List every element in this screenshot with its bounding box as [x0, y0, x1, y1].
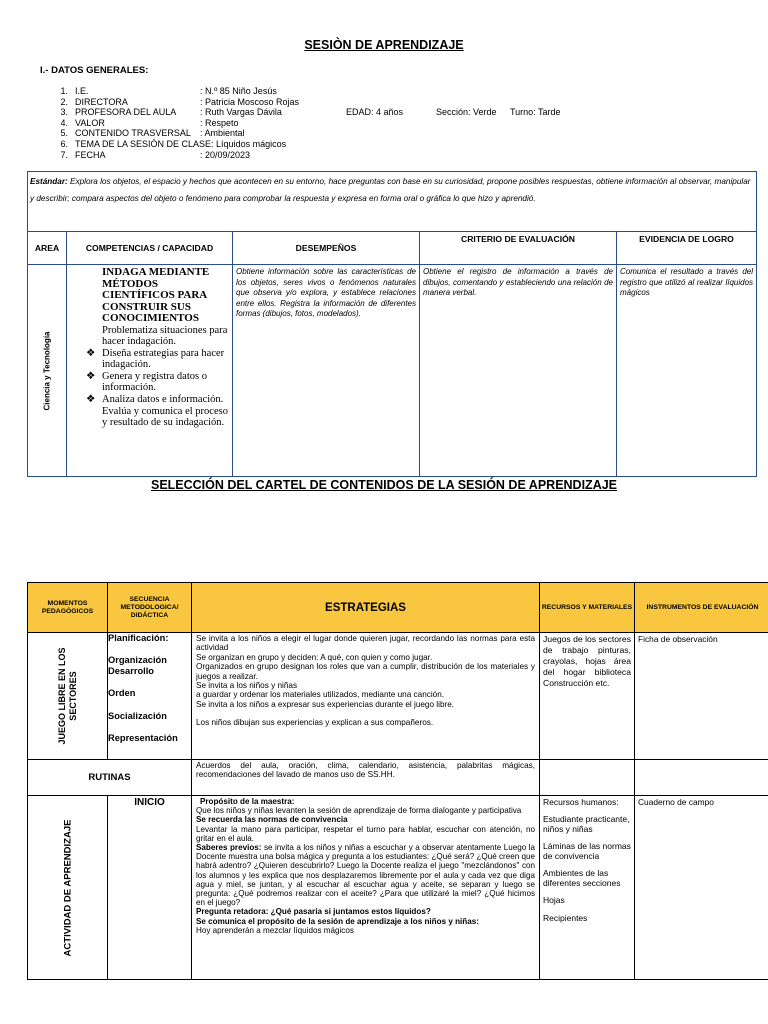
dato-number: 7.	[60, 149, 68, 160]
header-estrategias: ESTRATEGIAS	[192, 583, 540, 633]
dato-row	[0, 97, 768, 108]
dato-value: : N.º 85 Niño Jesús	[200, 86, 277, 96]
header-recursos: RECURSOS Y MATERIALES	[540, 583, 635, 633]
recurso-item: Hojas	[543, 894, 565, 905]
secuencia-item: Desarrollo	[108, 666, 154, 676]
secuencia-juego-cell	[108, 633, 192, 760]
dato-value: : Ambiental	[200, 128, 245, 139]
pregunta-retadora: Pregunta retadora: ¿Qué pasaría si juntamos estos líquidos?	[196, 907, 431, 917]
recurso-item: Recipientes	[543, 913, 588, 923]
recurso-item: Láminas de las normas de convivencia	[543, 840, 631, 861]
dato-row	[0, 86, 768, 97]
estrategia-line: Organizados en grupo designan los roles que van a cumplir, distribución de los materiales y juegos a realizar.	[196, 662, 535, 681]
estrategia-line: Se organizan en grupo y deciden: A qué, con quien y como jugar.	[196, 652, 433, 662]
header-competencias: COMPETENCIAS / CAPACIDAD	[67, 232, 233, 265]
secuencia-item: Planificación:	[108, 633, 169, 643]
dato-value: : 20/09/2023	[200, 149, 251, 160]
datos-generales-list	[0, 86, 768, 160]
dato-label: CONTENIDO TRASVERSAL	[75, 128, 191, 139]
momento-actividad-cell	[28, 796, 108, 980]
secuencia-item: Organización	[108, 655, 167, 665]
estrategia-line	[196, 709, 535, 718]
competencia-cell	[67, 265, 233, 477]
rutinas-label: RUTINAS	[28, 760, 192, 796]
rutinas-instrumentos-cell	[635, 760, 768, 796]
proposito-label: Propósito de la maestra:	[200, 797, 295, 806]
capacidad-item	[102, 325, 229, 348]
dato-label: PROFESORA DEL AULA	[75, 107, 177, 118]
datos-generales-heading: I.- DATOS GENERALES:	[40, 65, 149, 76]
dato-row	[0, 139, 768, 150]
dato-row	[0, 150, 768, 161]
instrumentos-actividad-cell: Cuaderno de campo	[635, 796, 768, 980]
proposito-text: Que los niños y niñas levanten la sesión de aprendizaje de forma dialogante y participativa	[196, 806, 522, 816]
estrategia-line: Se invita a los niños a elegir el lugar donde quieren jugar, recordando las normas para esta actividad	[196, 634, 535, 653]
edad-value: EDAD: 4 años	[346, 107, 404, 118]
turno-value: Turno: Tarde	[510, 107, 561, 118]
capacidad-text: Genera y registra datos o información.	[102, 370, 207, 394]
normas-text: Levantar la mano para participar, respetar el turno para hablar, escuchar con atención, no gritar en el aula.	[196, 824, 535, 843]
estrategia-line: Se invita a los niños a expresar sus experiencias durante el juego libre.	[196, 699, 455, 709]
criterio-cell: Obtiene el registro de información a través de dibujos, comentando y estableciendo una relación de manera verbal.	[420, 265, 617, 477]
dato-number: 4.	[60, 117, 68, 128]
header-criterio: CRITERIO DE EVALUACIÓN	[420, 232, 617, 265]
dato-value: : Patricia Moscoso Rojas	[200, 96, 300, 107]
estrategia-line: a guardar y ordenar los materiales utilizados, mediante una canción.	[196, 690, 445, 700]
dato-number: 2.	[60, 96, 68, 107]
dato-number: 6.	[60, 138, 68, 149]
dato-number: 5.	[60, 128, 68, 139]
momento-juego-label: JUEGO LIBRE EN LOS SECTORES	[56, 647, 78, 745]
dato-row	[0, 128, 768, 139]
seleccion-title-text: SELECCIÓN DEL CARTEL DE CONTENIDOS DE LA SESIÓN DE APRENDIZAJE	[150, 478, 618, 492]
dato-number: 1.	[60, 86, 68, 96]
seccion-value: Sección: Verde	[436, 107, 497, 118]
area-cell	[28, 265, 67, 477]
saberes-label: Saberes previos:	[196, 843, 262, 853]
capacidad-text: Analiza datos e información.	[102, 394, 224, 406]
estrategia-line: Los niños dibujan sus experiencias y explican a sus compañeros.	[196, 718, 434, 728]
estrategias-table	[27, 582, 768, 980]
momento-juego-cell	[28, 633, 108, 760]
momento-actividad-label: ACTIVIDAD DE APRENDIZAJE	[62, 819, 73, 956]
capacidad-text: Evalúa y comunica el proceso y resultado de su indagación.	[102, 405, 228, 429]
dato-row	[0, 107, 768, 118]
diamond-bullet-icon: ❖	[86, 347, 96, 359]
secuencia-item: Socialización	[108, 711, 167, 721]
dato-label: VALOR	[75, 117, 105, 128]
capacidad-item	[102, 406, 229, 429]
dato-label: FECHA	[75, 149, 106, 160]
estandar-label: Estándar:	[30, 177, 68, 186]
capacidad-text: Diseña estrategias para hacer indagación.	[102, 347, 225, 371]
dato-label: I.E.	[75, 86, 89, 96]
competencias-table	[27, 171, 757, 477]
rutinas-recursos-cell	[540, 760, 635, 796]
recurso-item: Recursos humanos:	[543, 797, 619, 807]
competencia-title: INDAGA MEDIANTE MÉTODOS CIENTÍFICOS PARA CONSTRUIR SUS CONOCIMIENTOS	[102, 266, 210, 324]
secuencia-item: Representación	[108, 733, 178, 743]
recurso-item: Ambientes de las diferentes secciones	[543, 867, 621, 888]
header-momentos: MOMENTOS PEDAGÓGICOS	[28, 583, 108, 633]
seleccion-title	[0, 478, 768, 492]
diamond-bullet-icon: ❖	[86, 394, 96, 406]
estrategias-juego-cell	[192, 633, 540, 760]
diamond-bullet-icon: ❖	[86, 370, 96, 382]
secuencia-item: Orden	[108, 688, 136, 698]
normas-label: Se recuerda las normas de convivencia	[196, 815, 348, 825]
dato-value: : Respeto	[200, 117, 239, 128]
header-area: AREA	[28, 232, 67, 265]
page-title: SESIÒN DE APRENDIZAJE	[304, 38, 464, 52]
rutinas-text: Acuerdos del aula, oración, clima, calendario, asistencia, palabritas mágicas, recomendaciones del lavado de manos uso de SS.HH.	[192, 760, 540, 796]
dato-row	[0, 118, 768, 129]
dato-label: DIRECTORA	[75, 96, 128, 107]
saberes-text: se invita a los niños y niñas a escuchar y a observar atentamente Luego la Docente muestra una bolsa mágica y pregunta a los estudiantes: ¿Qué será? ¿Qué creen que habrá adentro? ¿Quieren descubrirlo? Luego la Docente realiza el juego "mezclándonos" con los alumnos y les explica que nos desplazaremos libremente por el aula y cada vez que diga agua y miel, se juntan, y al escuchar al escuchar agua y aceite, se separan y luego se pregunta: ¿Qué podremos realizar con el aceite? ¿Para que utilizaré la miel? ¿Qué hicimos en el juego?	[196, 843, 536, 908]
estandar-text: Explora los objetos, el espacio y hechos que acontecen en su entorno, hace preguntas con base en su curiosidad, propone posibles respuestas, obtiene información al observar, manipular y describir; compara aspectos del objeto o fenómeno para comprobar la respuesta y expresa en forma oral o gráfica lo que hizo y aprendió.	[30, 177, 751, 203]
capacidad-text: Problematiza situaciones para hacer indagación.	[102, 324, 228, 348]
header-secuencia: SECUENCIA METODOLOGICA/ DIDÁCTICA	[108, 583, 192, 633]
evidencia-cell: Comunica el resultado a través del registro que utilizó al realizar líquidos mágicos	[617, 265, 757, 477]
estrategias-actividad-cell	[192, 796, 540, 980]
recursos-juego-cell: Juegos de los sectores de trabajo pinturas, crayolas, hojas área del hogar biblioteca Construcción etc.	[540, 633, 635, 760]
header-desempenos: DESEMPEÑOS	[233, 232, 420, 265]
comunica-proposito-text: Hoy aprenderán a mezclar líquidos mágicos	[196, 925, 354, 935]
header-evidencia: EVIDENCIA DE LOGRO	[617, 232, 757, 265]
recurso-item: Estudiante practicante, niños y niñas	[543, 813, 630, 834]
dato-number: 3.	[60, 107, 68, 118]
instrumentos-juego-cell: Ficha de observación	[635, 633, 768, 760]
dato-label: TEMA DE LA SESIÓN DE CLASE: Líquidos mágicos	[75, 138, 287, 149]
capacidad-item	[86, 394, 229, 406]
capacidad-item	[86, 370, 229, 394]
dato-value: : Ruth Vargas Dávila	[200, 107, 282, 118]
recursos-actividad-cell	[540, 796, 635, 980]
area-label: Ciencia y Tecnología	[42, 331, 52, 410]
capacidad-item	[86, 347, 229, 371]
secuencia-inicio: INICIO	[108, 796, 192, 980]
comunica-proposito-label: Se comunica el propósito de la sesión de aprendizaje a los niños y niñas:	[196, 916, 479, 926]
header-instrumentos: INSTRUMENTOS DE EVALUACIÓN	[635, 583, 768, 633]
estrategia-line: Se invita a los niños y niñas	[196, 681, 298, 691]
estandar-cell	[28, 172, 757, 232]
desempeno-cell: Obtiene información sobre las características de los objetos, seres vivos o fenómenos naturales que observa y/o explora, y establece relaciones entre ellos. Registra la información de diferentes formas (dibujos, fotos, modelados).	[233, 265, 420, 477]
